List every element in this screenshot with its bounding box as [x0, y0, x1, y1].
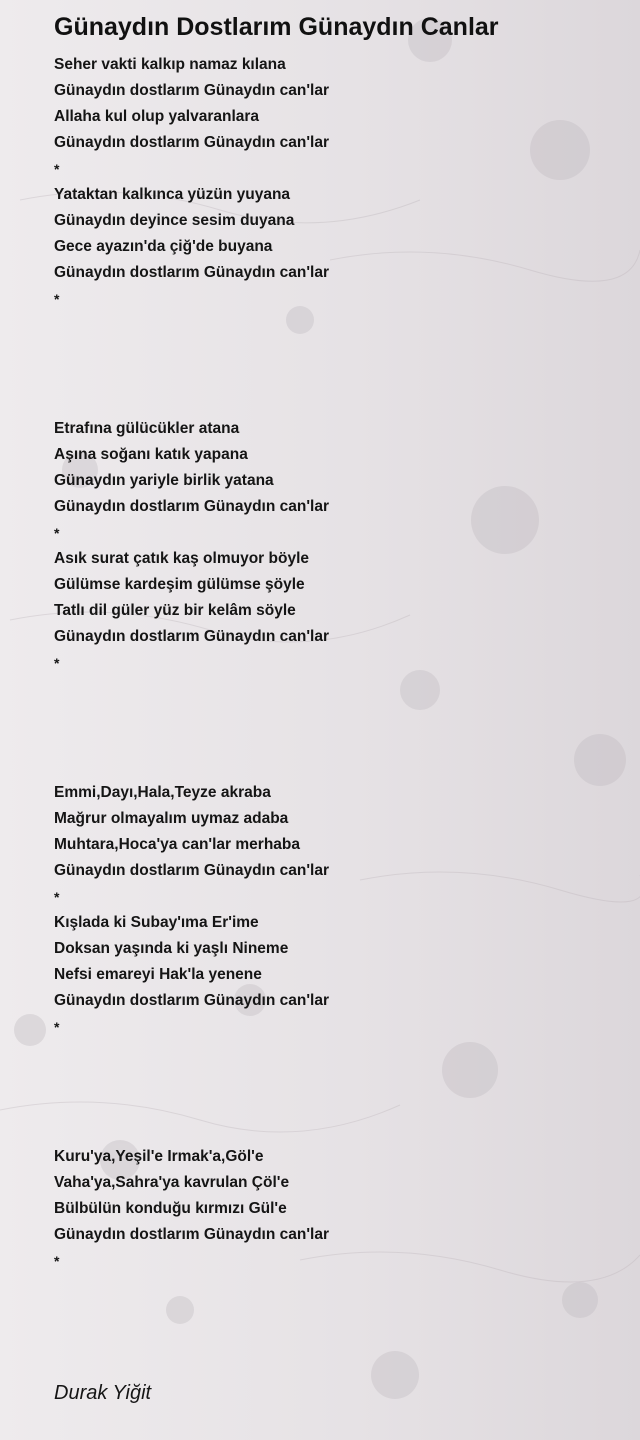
poem-line: Günaydın yariyle birlik yatana	[54, 472, 274, 489]
stanza-separator: *	[54, 291, 60, 307]
blank-line	[54, 1040, 614, 1066]
poem-line: Allaha kul olup yalvaranlara	[54, 108, 260, 125]
poem-line: Yataktan kalkınca yüzün yuyana	[54, 186, 291, 203]
poem-line: Aşına soğanı katık yapana	[54, 446, 248, 463]
poem-line: Gece ayazın'da çiğ'de buyana	[54, 238, 273, 255]
poem-line: Emmi,Dayı,Hala,Teyze akraba	[54, 784, 271, 801]
poem-line: Günaydın dostlarım Günaydın can'lar	[54, 498, 329, 515]
blank-line	[54, 312, 614, 338]
poem-line: Günaydın dostlarım Günaydın can'lar	[54, 134, 329, 151]
poem-line: Günaydın dostlarım Günaydın can'lar	[54, 862, 329, 879]
blank-line	[54, 1118, 614, 1144]
blank-line	[54, 728, 614, 754]
stanza-separator: *	[54, 1253, 60, 1269]
stanza-separator: *	[54, 889, 60, 905]
poem-body	[54, 52, 614, 1274]
stanza-separator: *	[54, 525, 60, 541]
poem-line: Asık surat çatık kaş olmuyor böyle	[54, 550, 309, 567]
blank-line	[54, 702, 614, 728]
stanza-separator: *	[54, 161, 60, 177]
blank-line	[54, 1092, 614, 1118]
blank-line	[54, 676, 614, 702]
poem-line: Mağrur olmayalım uymaz adaba	[54, 810, 289, 827]
poem-line: Günaydın dostlarım Günaydın can'lar	[54, 264, 329, 281]
poem-line: Tatlı dil güler yüz bir kelâm söyle	[54, 602, 296, 619]
poem-title: Günaydın Dostlarım Günaydın Canlar	[54, 13, 499, 41]
blank-line	[54, 1066, 614, 1092]
blank-line	[54, 364, 614, 390]
poem-line: Kuru'ya,Yeşil'e Irmak'a,Göl'e	[54, 1148, 264, 1165]
poem-line: Günaydın dostlarım Günaydın can'lar	[54, 82, 329, 99]
poem-line: Nefsi emareyi Hak'la yenene	[54, 966, 262, 983]
stanza-separator: *	[54, 655, 60, 671]
poem-line: Günaydın dostlarım Günaydın can'lar	[54, 992, 329, 1009]
poem-line: Seher vakti kalkıp namaz kılana	[54, 56, 286, 73]
stanza-separator: *	[54, 1019, 60, 1035]
poem-line: Vaha'ya,Sahra'ya kavrulan Çöl'e	[54, 1174, 290, 1191]
poem-line: Muhtara,Hoca'ya can'lar merhaba	[54, 836, 300, 853]
poem-author: Durak Yiğit	[54, 1382, 152, 1404]
poem-line: Bülbülün konduğu kırmızı Gül'e	[54, 1200, 287, 1217]
poem-line: Günaydın deyince sesim duyana	[54, 212, 295, 229]
poem-line: Kışlada ki Subay'ıma Er'ime	[54, 914, 259, 931]
blank-line	[54, 338, 614, 364]
blank-line	[54, 390, 614, 416]
poem-line: Günaydın dostlarım Günaydın can'lar	[54, 1226, 329, 1243]
blank-line	[54, 754, 614, 780]
poem-line: Günaydın dostlarım Günaydın can'lar	[54, 628, 329, 645]
poem-line: Gülümse kardeşim gülümse şöyle	[54, 576, 305, 593]
poem-line: Etrafına gülücükler atana	[54, 420, 240, 437]
poem-line: Doksan yaşında ki yaşlı Nineme	[54, 940, 289, 957]
